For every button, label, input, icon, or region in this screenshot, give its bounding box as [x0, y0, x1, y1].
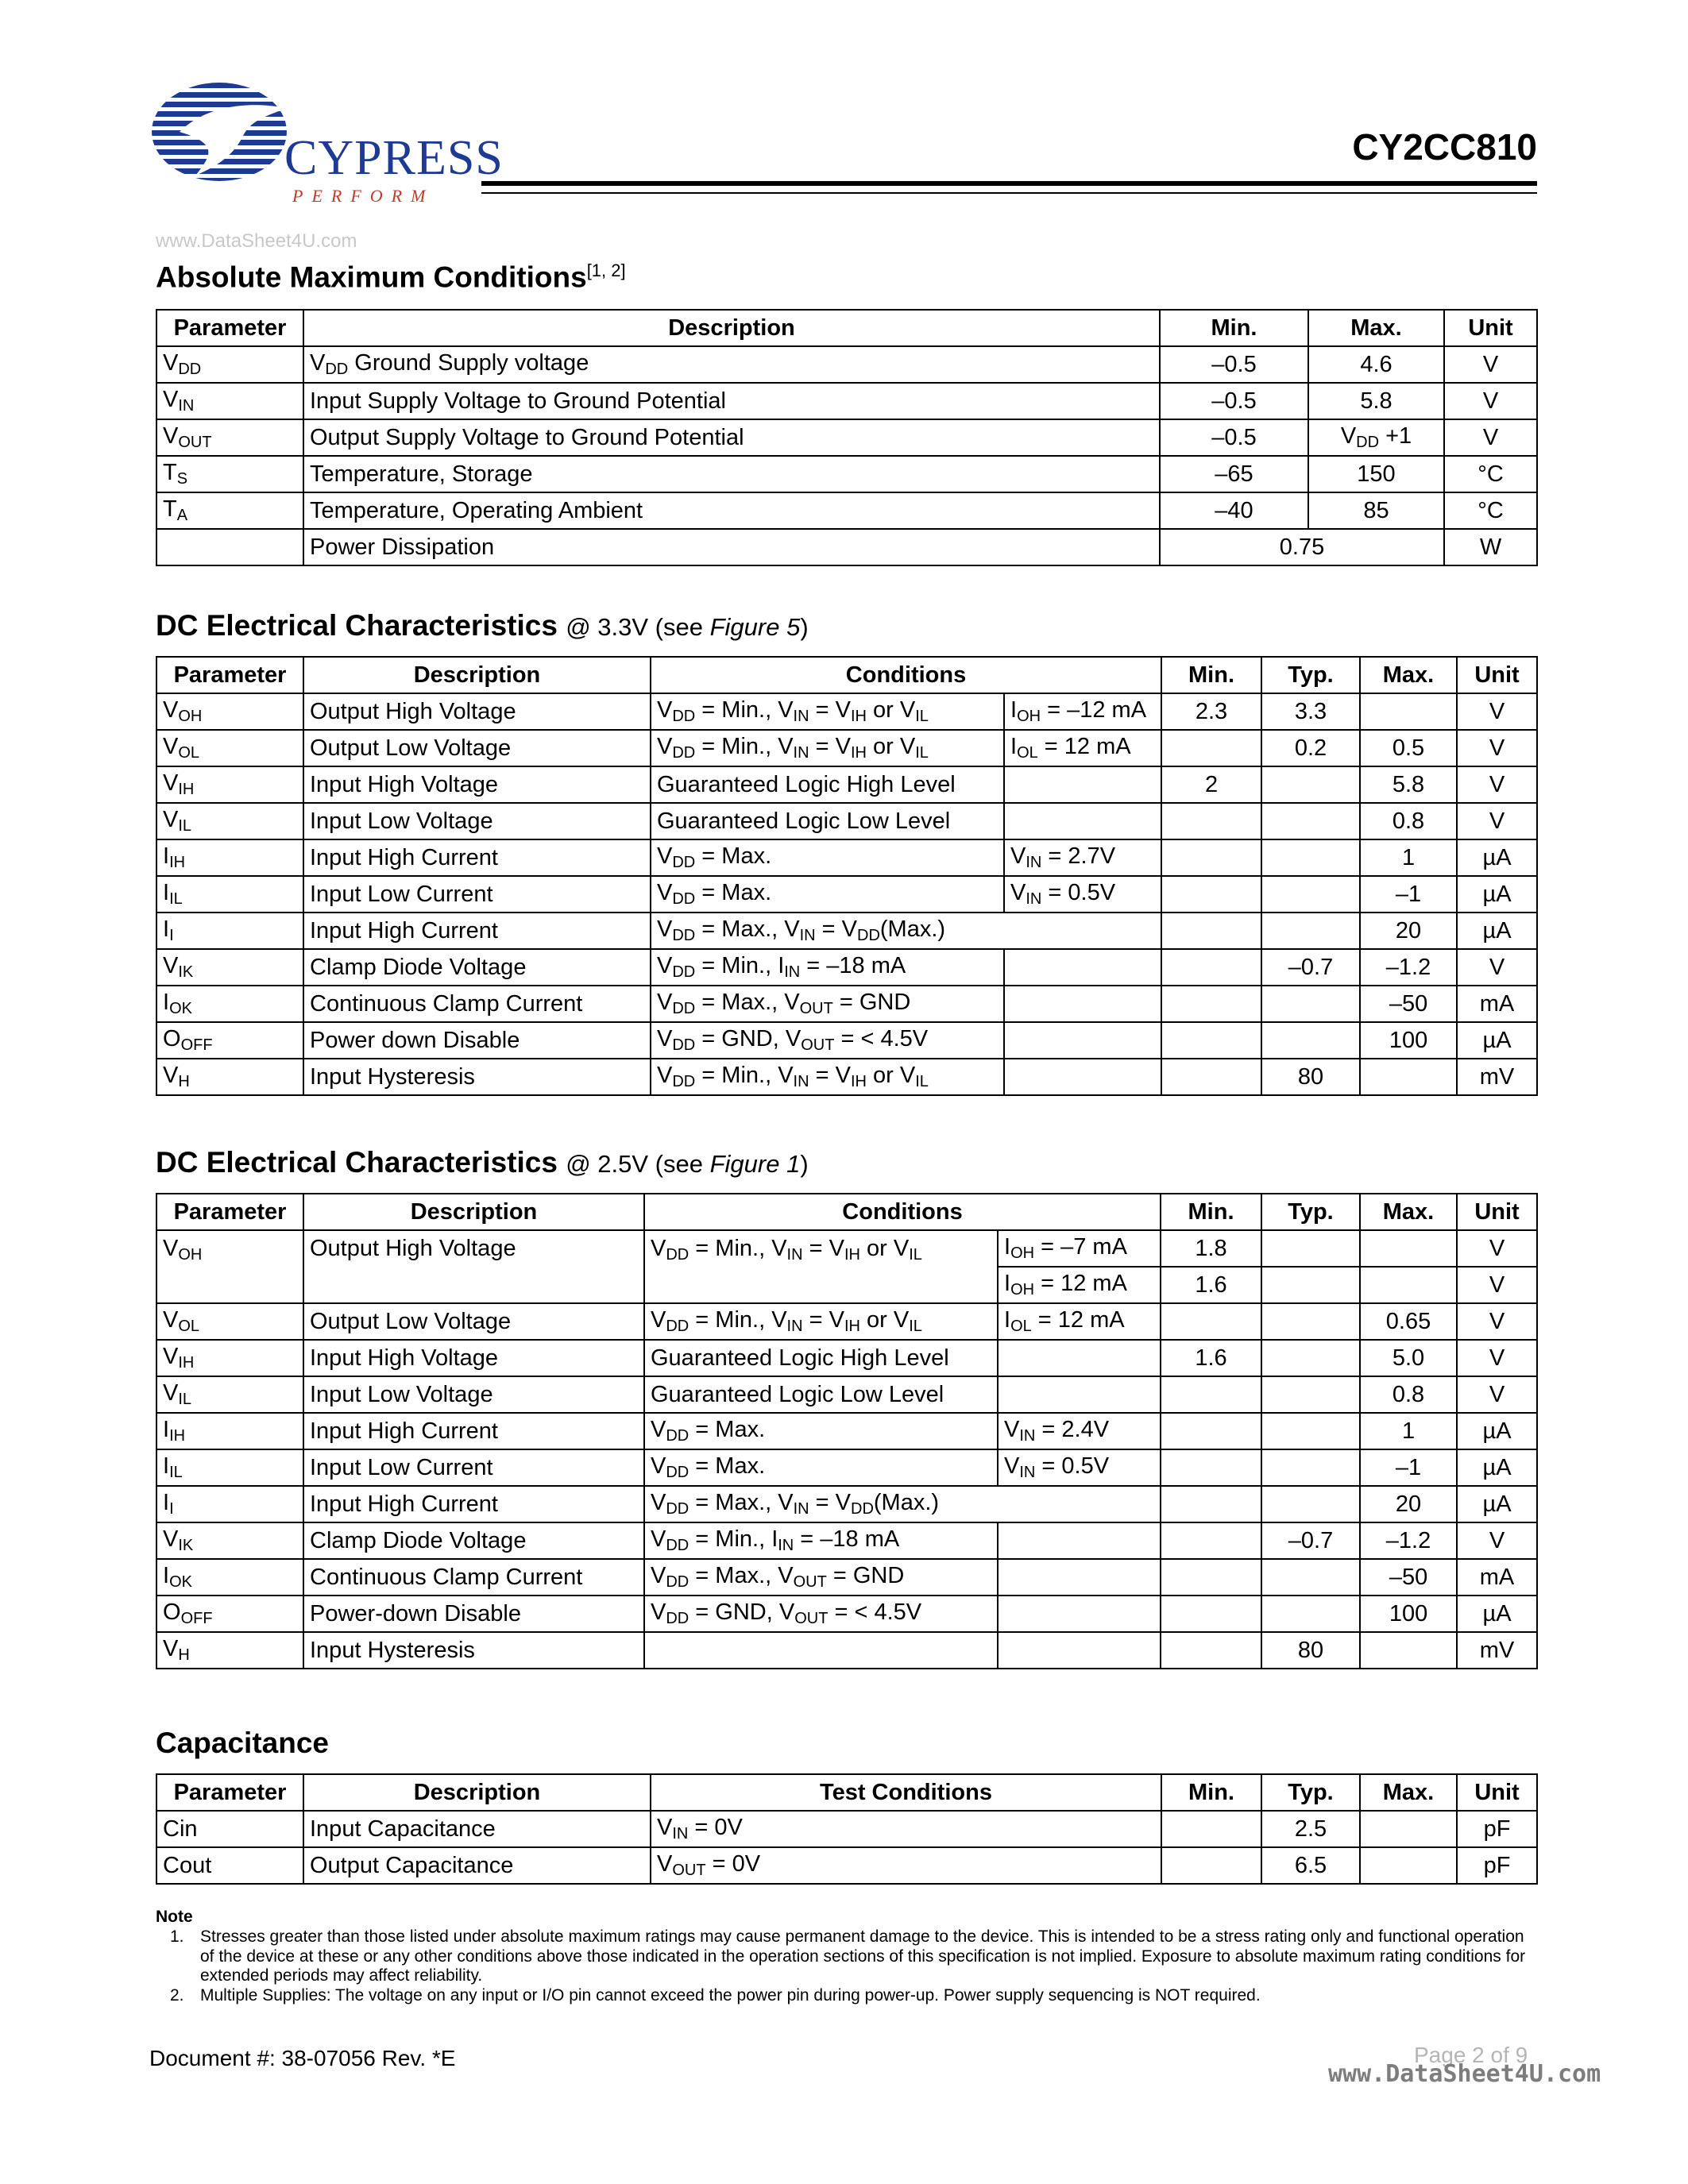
table-row: $V_{IK}$ Clamp Diode Voltage $V_{DD}$ = Min., $I_{IN} = -18$ mA –0.7 –1.2 V — [156, 1522, 1537, 1559]
page-number: Page 2 of 9 — [1414, 2043, 1528, 2067]
watermark-bottom: www.DataSheet4U.com — [1328, 2060, 1601, 2088]
table-row: $V_{OH}$ Output High Voltage $V_{DD}$ = Min., $V_{IN} = V_{IH}$ or $V_{IL}$ $I_{OH} = -12$ mA 2.3 3.3 V — [156, 693, 1537, 730]
dc25-title: DC Electrical Characteristics @ 2.5V (see Figure 1) — [156, 1146, 809, 1179]
dc33-table — [156, 656, 1538, 1096]
table-row: Power Dissipation 0.75 W — [156, 529, 1537, 565]
table-row: $I_{OK}$ Continuous Clamp Current $V_{DD}$ = Max., $V_{OUT}$ = GND –50 mA — [156, 986, 1537, 1022]
dc25-table — [156, 1193, 1538, 1669]
table-row: $V_{IL}$ Input Low Voltage Guaranteed Logic Low Level 0.8 V — [156, 1376, 1537, 1413]
header-rule — [481, 181, 1537, 186]
table-header-row: Parameter Description Min. Max. Unit — [156, 310, 1537, 346]
table-row: $T_S$ Temperature, Storage –65 150 °C — [156, 456, 1537, 492]
table-header-row: Parameter Description Conditions Min. Typ. Max. Unit — [156, 1194, 1537, 1230]
capacitance-table — [156, 1773, 1538, 1885]
header-rule-thin — [481, 192, 1537, 194]
cypress-logo — [148, 76, 504, 211]
dc33-title: DC Electrical Characteristics @ 3.3V (see Figure 5) — [156, 609, 809, 642]
logo-brand-text: CYPRESS — [284, 131, 504, 185]
table-row: $V_{OL}$ Output Low Voltage $V_{DD}$ = Min., $V_{IN} = V_{IH}$ or $V_{IL}$ $I_{OL} = 12$ mA 0.65 V — [156, 1303, 1537, 1340]
table-row: $I_{OH} = 12$ mA 1.6 V — [156, 1267, 1537, 1303]
table-row: $V_{OH}$ Output High Voltage $V_{DD}$ = Min., $V_{IN} = V_{IH}$ or $V_{IL}$ $I_{OH} = -7$ mA 1.8 V — [156, 1230, 1537, 1267]
table-row: $V_{IH}$ Input High Voltage Guaranteed Logic High Level 1.6 5.0 V — [156, 1340, 1537, 1376]
document-number: Document #: 38-07056 Rev. *E — [149, 2046, 456, 2070]
abs-max-table — [156, 309, 1538, 566]
table-row: $T_A$ Temperature, Operating Ambient –40 85 °C — [156, 492, 1537, 529]
notes-title: Note — [156, 1908, 193, 1926]
table-row: $I_{IL}$ Input Low Current $V_{DD}$ = Max. $V_{IN} = 0.5V$ –1 µA — [156, 1449, 1537, 1486]
table-row: $V_{DD}$ $V_{DD}$ Ground Supply voltage –0.5 4.6 V — [156, 346, 1537, 383]
table-row: $V_{OUT}$ Output Supply Voltage to Ground Potential –0.5 $V_{DD} +1$ V — [156, 419, 1537, 456]
table-row: $I_{IH}$ Input High Current $V_{DD}$ = Max. $V_{IN} = 2.7V$ 1 µA — [156, 839, 1537, 876]
watermark-top: www.DataSheet4U.com — [156, 230, 357, 252]
note-item: 2. Multiple Supplies: The voltage on any input or I/O pin cannot exceed the power pin during power-up. Power supply sequencing is NOT required. — [170, 1986, 1261, 2005]
capacitance-title: Capacitance — [156, 1727, 329, 1759]
table-row: $V_{IK}$ Clamp Diode Voltage $V_{DD}$ = Min., $I_{IN} = -18$ mA –0.7 –1.2 V — [156, 949, 1537, 986]
table-row: $V_H$ Input Hysteresis 80 mV — [156, 1632, 1537, 1669]
table-row: $I_{OK}$ Continuous Clamp Current $V_{DD}$ = Max., $V_{OUT}$ = GND –50 mA — [156, 1559, 1537, 1596]
table-row: Cout Output Capacitance $V_{OUT} = 0V$ 6.5 pF — [156, 1847, 1537, 1884]
cypress-globe-icon — [148, 76, 291, 187]
table-row: $I_I$ Input High Current $V_{DD}$ = Max., $V_{IN} = V_{DD}(Max.)$ 20 µA — [156, 913, 1537, 949]
note-item: 1. Stresses greater than those listed under absolute maximum ratings may cause permanent damage to the device. This is intended to be a stress rating only and functional operation of the device at these or any other conditions above those indicated in the operation sections of this specification is not implied. Exposure to absolute maximum rating conditions for extended periods may affect reliability. — [170, 1927, 1526, 1985]
table-row: $O_{OFF}$ Power-down Disable $V_{DD}$ = GND, $V_{OUT}$ = < 4.5V 100 µA — [156, 1596, 1537, 1632]
table-row: $O_{OFF}$ Power down Disable $V_{DD}$ = GND, $V_{OUT}$ = < 4.5V 100 µA — [156, 1022, 1537, 1059]
table-row: $I_{IL}$ Input Low Current $V_{DD}$ = Max. $V_{IN} = 0.5V$ –1 µA — [156, 876, 1537, 913]
table-row: $V_H$ Input Hysteresis $V_{DD}$ = Min., $V_{IN} = V_{IH}$ or $V_{IL}$ 80 mV — [156, 1059, 1537, 1095]
table-row: $V_{IN}$ Input Supply Voltage to Ground Potential –0.5 5.8 V — [156, 383, 1537, 419]
table-row: $V_{IL}$ Input Low Voltage Guaranteed Logic Low Level 0.8 V — [156, 803, 1537, 839]
table-header-row: Parameter Description Conditions Min. Typ. Max. Unit — [156, 657, 1537, 693]
table-row: Cin Input Capacitance $V_{IN} = 0V$ 2.5 pF — [156, 1811, 1537, 1847]
table-header-row: Parameter Description Test Conditions Min. Typ. Max. Unit — [156, 1774, 1537, 1811]
table-row: $V_{OL}$ Output Low Voltage $V_{DD}$ = Min., $V_{IN} = V_{IH}$ or $V_{IL}$ $I_{OL} = 12$ mA 0.2 0.5 V — [156, 730, 1537, 766]
notes — [156, 1908, 1538, 2006]
part-number: CY2CC810 — [1352, 126, 1537, 168]
abs-max-title: Absolute Maximum Conditions[1, 2] — [156, 260, 626, 294]
table-row: $I_I$ Input High Current $V_{DD}$ = Max., $V_{IN} = V_{DD}(Max.)$ 20 µA — [156, 1486, 1537, 1522]
table-row: $V_{IH}$ Input High Voltage Guaranteed Logic High Level 2 5.8 V — [156, 766, 1537, 803]
table-row: $I_{IH}$ Input High Current $V_{DD}$ = Max. $V_{IN} = 2.4V$ 1 µA — [156, 1413, 1537, 1449]
logo-tagline: PERFORM — [292, 186, 435, 206]
